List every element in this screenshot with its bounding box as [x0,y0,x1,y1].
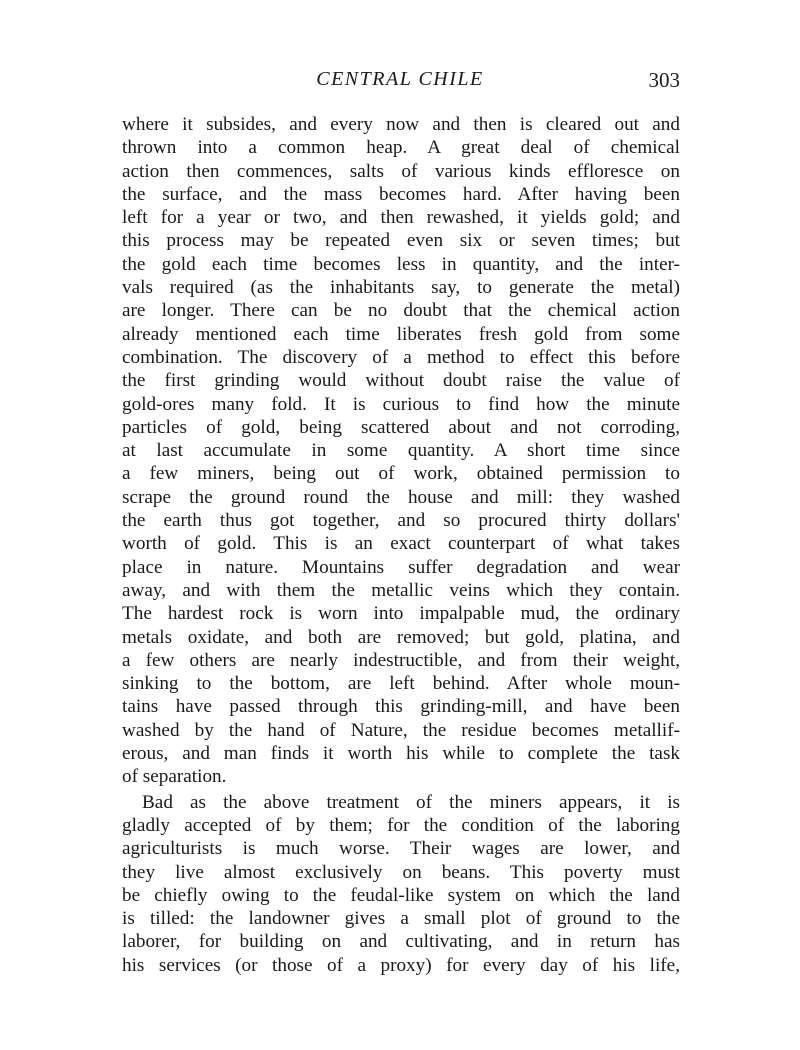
text-line: of separation. [122,766,227,788]
text-line: the surface, and the mass becomes hard. After having been [122,183,680,205]
text-line: already mentioned each time liberates fresh gold from some [122,323,680,345]
text-line: the earth thus got together, and so procured thirty dollars' [122,510,680,532]
text-line: laborer, for building on and cultivating, and in return has [122,931,680,953]
text-line: erous, and man finds it worth his while to complete the task [122,743,680,765]
text-line: this process may be repeated even six or seven times; but [122,230,680,252]
text-line: left for a year or two, and then rewashed, it yields gold; and [122,207,680,229]
paragraph-1 [122,113,680,789]
running-title: CENTRAL CHILE [316,68,484,90]
text-line: away, and with them the metallic veins which they contain. [122,579,680,601]
text-line: a few others are nearly indestructible, and from their weight, [122,649,680,671]
text-line: sinking to the bottom, are left behind. After whole moun- [122,673,680,695]
text-line: tains have passed through this grinding-mill, and have been [122,696,680,718]
text-line: place in nature. Mountains suffer degradation and wear [122,556,680,578]
paragraph-2 [122,791,680,977]
text-line: are longer. There can be no doubt that the chemical action [122,300,680,322]
text-line: action then commences, salts of various kinds effloresce on [122,160,680,182]
text-line: his services (or those of a proxy) for every day of his life, [122,954,680,976]
text-line: vals required (as the inhabitants say, to generate the metal) [122,277,680,299]
body-text [122,113,680,977]
text-line: is tilled: the landowner gives a small plot of ground to the [122,908,680,930]
text-line: metals oxidate, and both are removed; but gold, platina, and [122,626,680,648]
text-line: at last accumulate in some quantity. A short time since [122,440,680,462]
text-line: be chiefly owing to the feudal-like system on which the land [122,884,680,906]
page-number: 303 [648,68,680,92]
text-line: gladly accepted of by them; for the condition of the laboring [122,814,680,836]
text-line: worth of gold. This is an exact counterpart of what takes [122,533,680,555]
text-line: the first grinding would without doubt raise the value of [122,370,680,392]
running-head [120,68,680,98]
text-line: a few miners, being out of work, obtained permission to [122,463,680,485]
text-line: particles of gold, being scattered about and not corroding, [122,416,680,438]
text-line: scrape the ground round the house and mill: they washed [122,486,680,508]
text-line: combination. The discovery of a method to effect this before [122,346,680,368]
text-line: the gold each time becomes less in quantity, and the inter- [122,253,680,275]
text-line: they live almost exclusively on beans. This poverty must [122,861,680,883]
text-line: gold-ores many fold. It is curious to find how the minute [122,393,680,415]
text-line: Bad as the above treatment of the miners appears, it is [142,791,680,813]
text-line: washed by the hand of Nature, the residue becomes metallif- [122,719,680,741]
text-line: agriculturists is much worse. Their wages are lower, and [122,838,680,860]
text-line: where it subsides, and every now and then is cleared out and [122,114,680,135]
text-line: thrown into a common heap. A great deal of chemical [122,137,680,159]
text-line: The hardest rock is worn into impalpable mud, the ordinary [122,603,680,625]
